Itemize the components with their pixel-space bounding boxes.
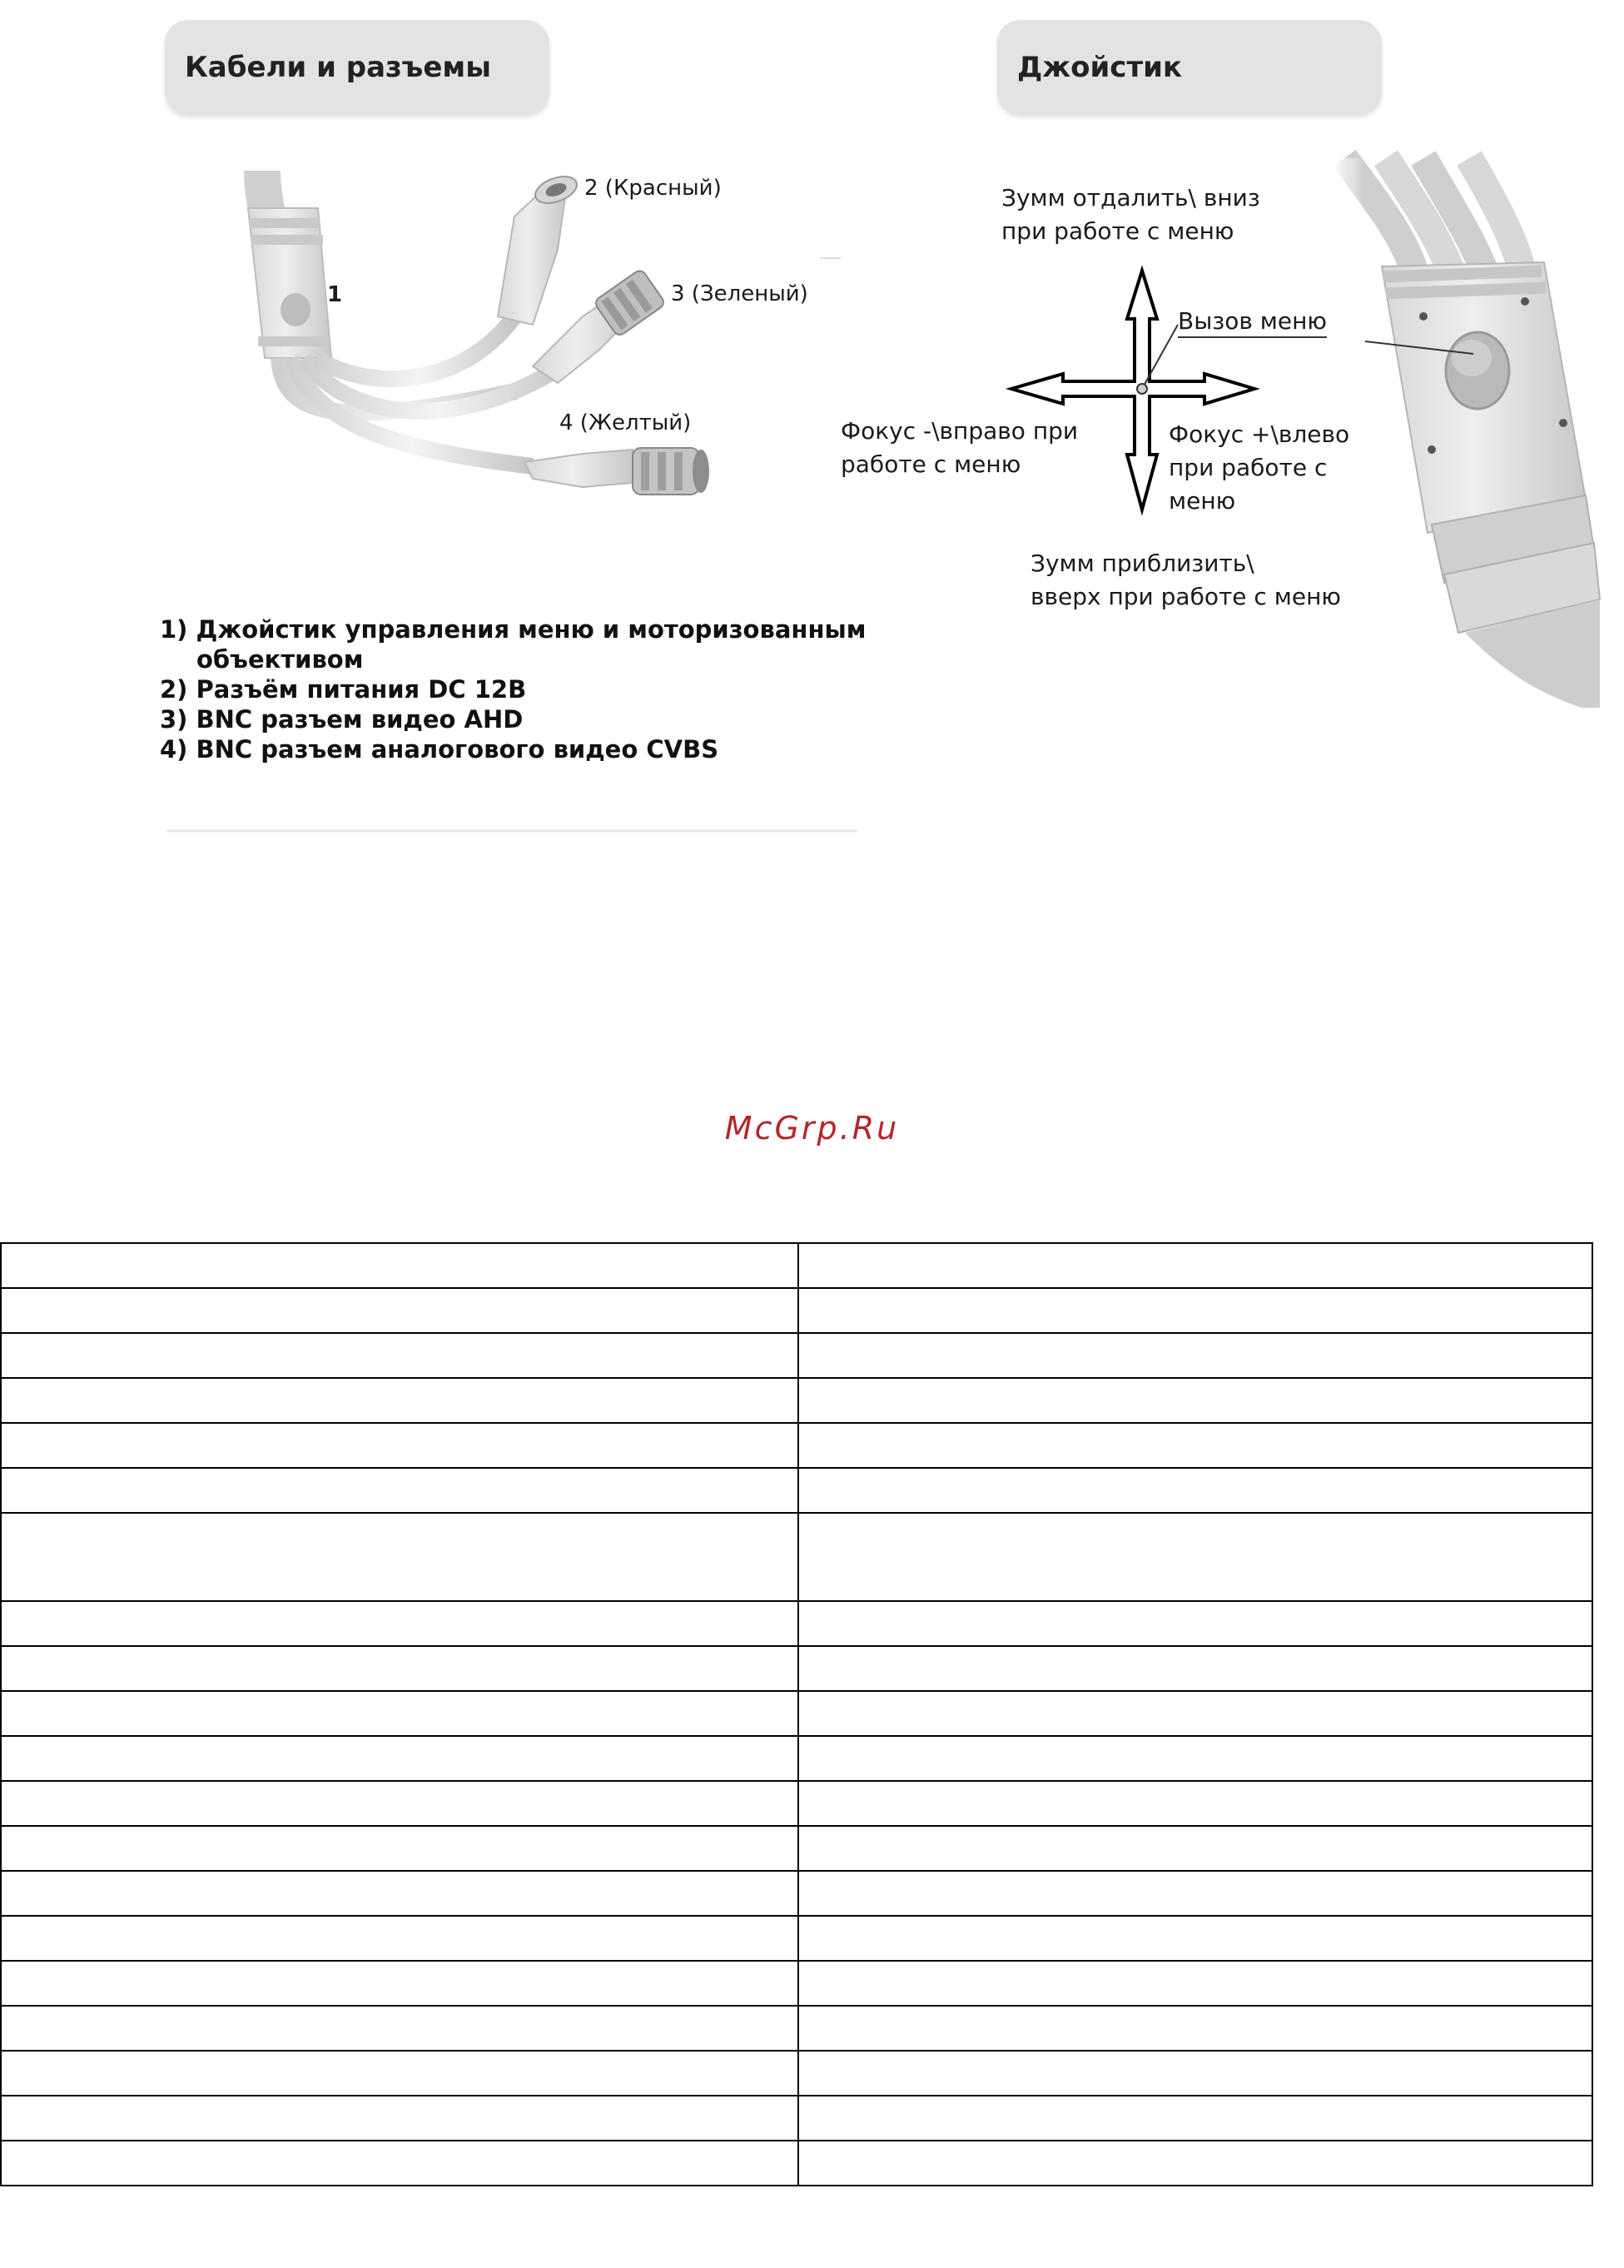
callout-3: 3 (Зеленый)	[671, 281, 808, 306]
table-cell	[1, 2141, 798, 2186]
table-cell	[1, 1423, 798, 1468]
table-cell	[798, 1646, 1592, 1691]
table-row	[1, 1916, 1592, 1961]
label-up-line-2: при работе с меню	[1001, 217, 1234, 245]
table-cell	[1, 1871, 798, 1916]
table-cell	[798, 1601, 1592, 1646]
table-cell	[798, 1468, 1592, 1513]
table-row	[1, 1513, 1592, 1601]
table-row	[1, 1871, 1592, 1916]
table-cell	[798, 1961, 1592, 2006]
label-down-line-2: вверх при работе с меню	[1031, 583, 1341, 610]
table-row	[1, 1378, 1592, 1423]
label-menu-text: Вызов меню	[1178, 307, 1327, 335]
table-cell	[1, 1826, 798, 1871]
table-row	[1, 2051, 1592, 2096]
table-row	[1, 1243, 1592, 1288]
label-up-line-1: Зумм отдалить\ вниз	[1001, 184, 1260, 211]
table-cell	[1, 1736, 798, 1781]
empty-table	[0, 1242, 1593, 2186]
table-row	[1, 1826, 1592, 1871]
callout-1: 1	[327, 282, 343, 307]
connector-legend	[160, 614, 866, 764]
table-cell	[798, 2141, 1592, 2186]
table-cell	[798, 1243, 1592, 1288]
callout-2: 2 (Красный)	[584, 176, 722, 201]
legend-item-1-cont: объективом	[196, 645, 364, 674]
table-cell	[798, 1871, 1592, 1916]
table-cell	[1, 1646, 798, 1691]
table-row	[1, 1646, 1592, 1691]
label-right-line-2: при работе с	[1169, 454, 1328, 481]
table-cell	[798, 1378, 1592, 1423]
table-row	[1, 1691, 1592, 1736]
table-row	[1, 1601, 1592, 1646]
table-cell	[798, 1916, 1592, 1961]
table-cell	[1, 1916, 798, 1961]
label-left	[841, 415, 1078, 481]
table-cell	[1, 1468, 798, 1513]
joystick-photo	[1332, 158, 1600, 708]
label-menu	[1178, 306, 1327, 336]
table-cell	[1, 1288, 798, 1333]
table-row	[1, 1288, 1592, 1333]
table-row	[1, 1333, 1592, 1378]
table-cell	[1, 2096, 798, 2141]
table-cell	[1, 2006, 798, 2051]
table-cell	[1, 2051, 798, 2096]
watermark: McGrp.Ru	[724, 1110, 900, 1146]
table-cell	[798, 1691, 1592, 1736]
callout-4: 4 (Желтый)	[559, 410, 692, 435]
legend-item-2: 2) Разъём питания DC 12В	[160, 675, 527, 704]
table-cell	[798, 1423, 1592, 1468]
table-cell	[1, 1513, 798, 1601]
table-cell	[798, 1781, 1592, 1826]
table-cell	[1, 1781, 798, 1826]
table-cell	[798, 1826, 1592, 1871]
label-up	[1001, 182, 1260, 248]
label-right-line-3: меню	[1169, 487, 1236, 515]
table-row	[1, 2006, 1592, 2051]
table-cell	[798, 1513, 1592, 1601]
label-down-line-1: Зумм приблизить\	[1031, 550, 1254, 577]
table-cell	[798, 2006, 1592, 2051]
table-row	[1, 1423, 1592, 1468]
table-cell	[798, 1736, 1592, 1781]
label-right-line-1: Фокус +\влево	[1169, 420, 1350, 448]
legend-item-3: 3) BNC разъем видео AHD	[160, 705, 524, 734]
joystick-title-text: Джойстик	[1017, 51, 1183, 84]
cables-panel-title	[165, 20, 549, 115]
table-row	[1, 2096, 1592, 2141]
table-row	[1, 1468, 1592, 1513]
table-row	[1, 2141, 1592, 2186]
label-left-line-2: работе с меню	[841, 450, 1021, 478]
table-cell	[1, 1243, 798, 1288]
legend-item-4: 4) BNC разъем аналогового видео CVBS	[160, 735, 719, 763]
table-cell	[798, 1333, 1592, 1378]
table-cell	[798, 2096, 1592, 2141]
label-right	[1169, 418, 1349, 518]
center-dot	[1137, 384, 1147, 394]
table-cell	[1, 1378, 798, 1423]
table-cell	[1, 1333, 798, 1378]
label-down	[1031, 547, 1341, 614]
legend-item-1: 1) Джойстик управления меню и моторизованным	[160, 615, 867, 644]
table-cell	[798, 1288, 1592, 1333]
table-cell	[1, 1961, 798, 2006]
table-row	[1, 1961, 1592, 2006]
table-cell	[1, 1601, 798, 1646]
label-left-line-1: Фокус -\вправо при	[841, 417, 1079, 445]
cables-title-text: Кабели и разъемы	[185, 51, 491, 84]
table-cell	[798, 2051, 1592, 2096]
table-row	[1, 1736, 1592, 1781]
table-row	[1, 1781, 1592, 1826]
table-cell	[1, 1691, 798, 1736]
cable-harness-photo	[162, 158, 709, 495]
joystick-panel-title	[997, 20, 1382, 115]
